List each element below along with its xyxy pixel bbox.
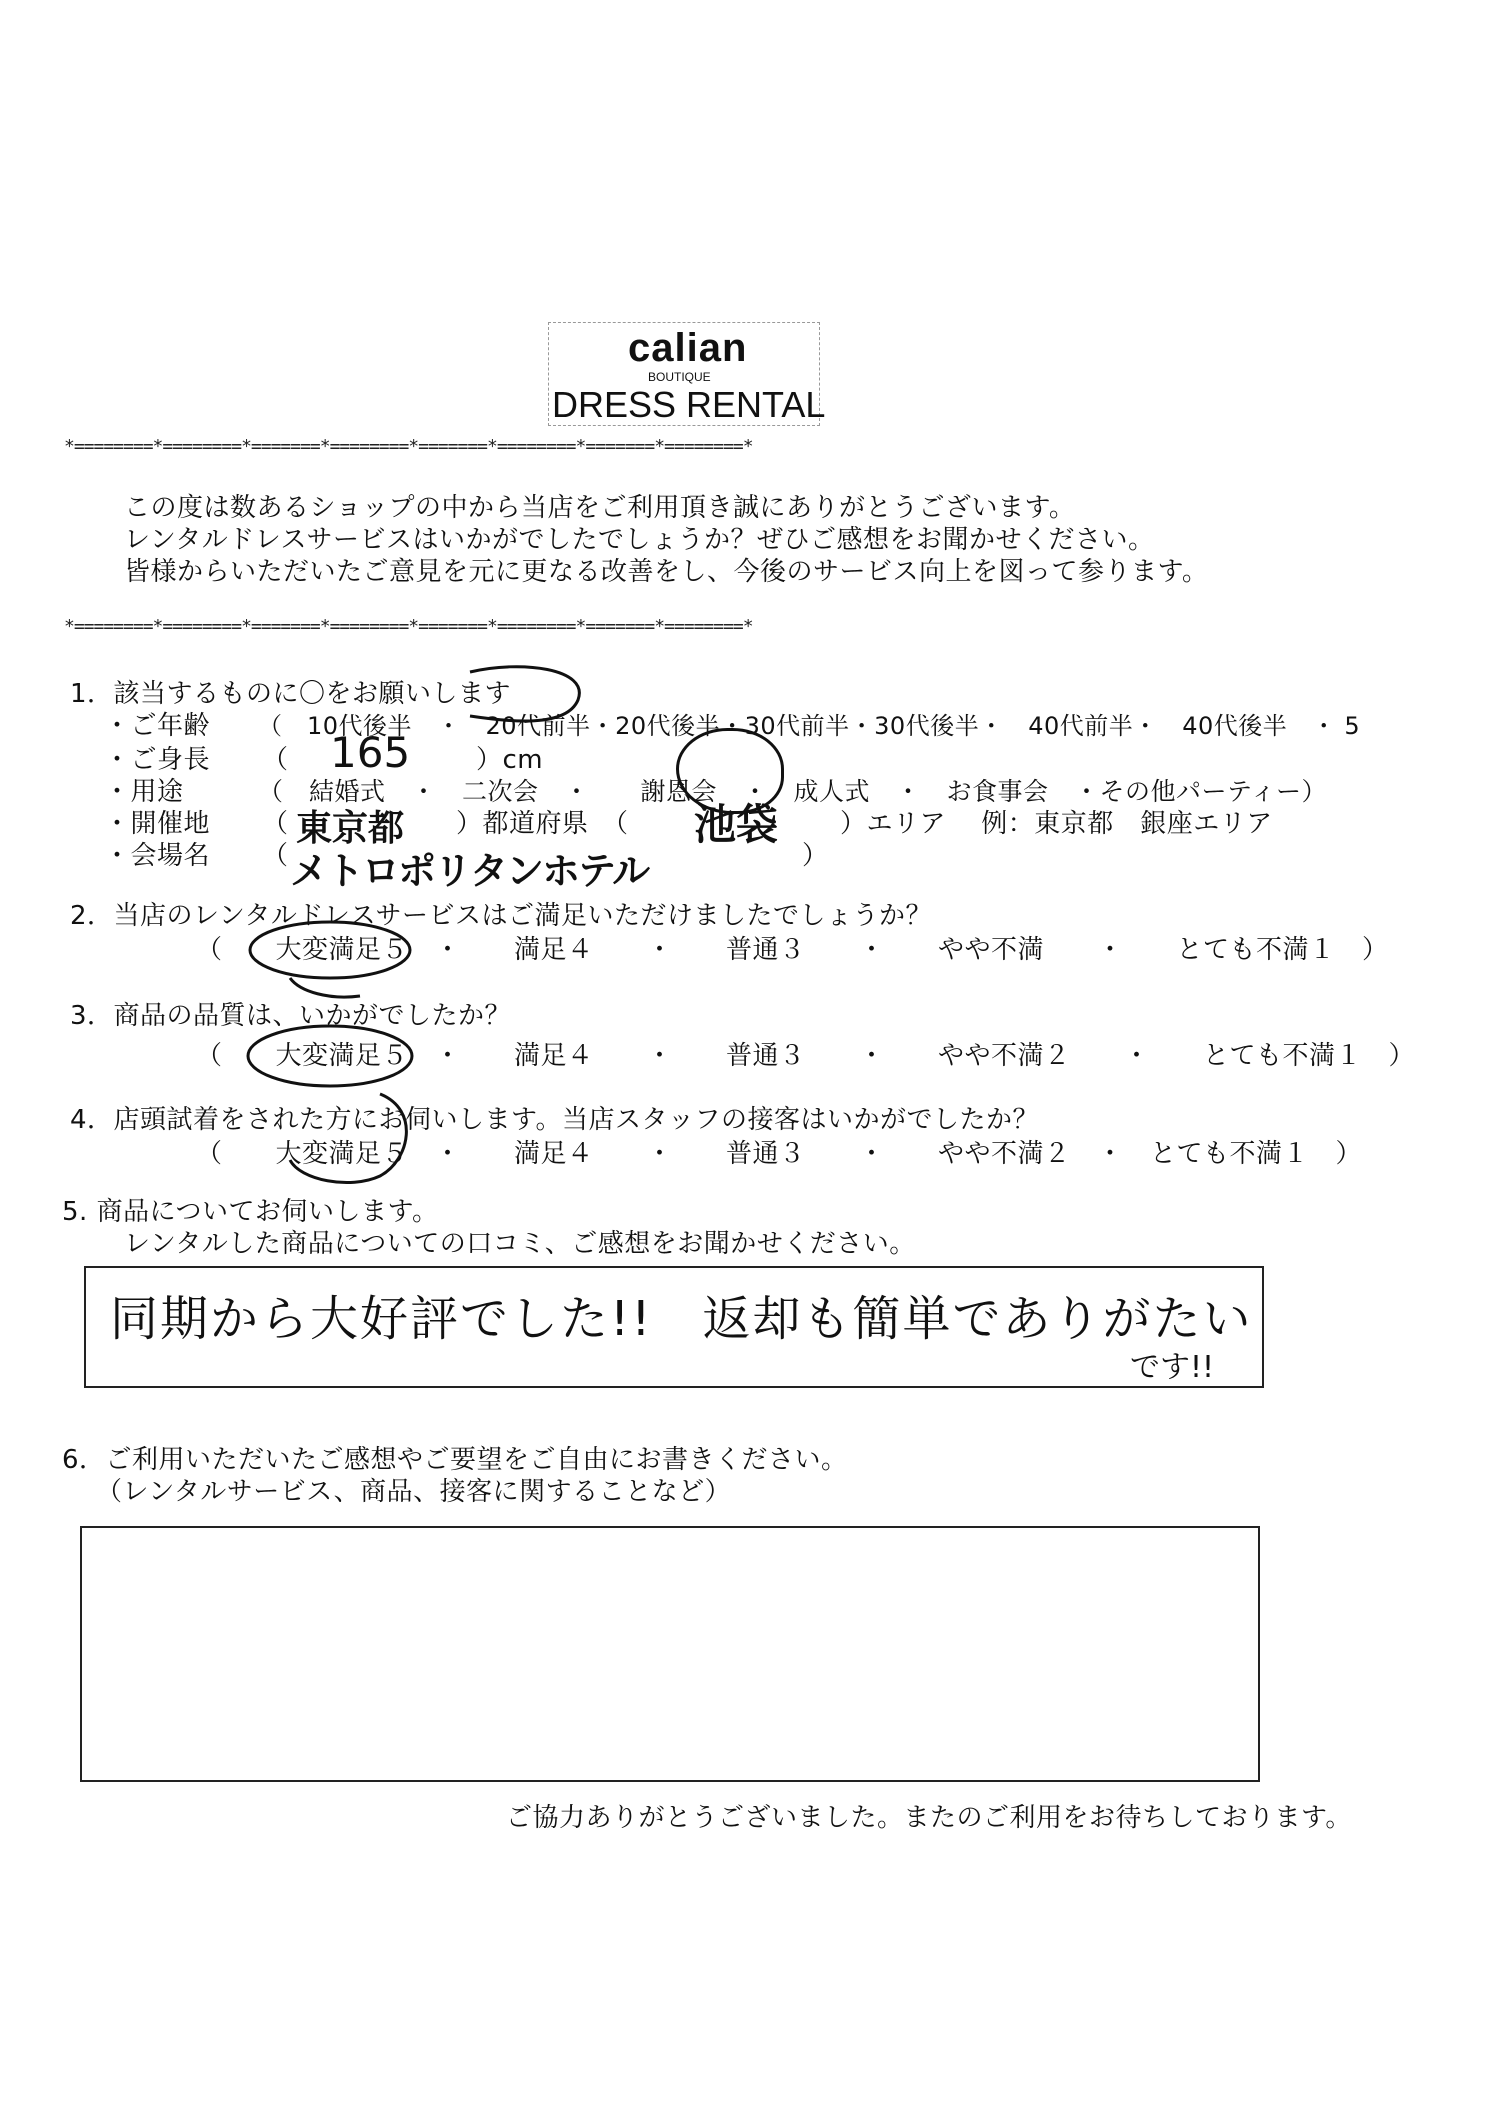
height-label: ・ご身長 [104, 745, 211, 775]
logo-name: DRESS RENTAL [552, 384, 826, 425]
place-mid: ）都道府県 （ [456, 809, 629, 839]
separator-top: *========*========*=======*========*=======*========*=======*========* [64, 436, 753, 457]
q5-answer-line1: 同期から大好評でした!! 返却も簡単でありがたい [110, 1291, 1253, 1347]
height-unit: ）cm [476, 745, 544, 775]
closing-text: ご協力ありがとうございました。またのご利用をお待ちしております。 [506, 1803, 1352, 1833]
place-end: ）エリア 例：東京都 銀座エリア [840, 809, 1273, 839]
q1-title: 1．該当するものに〇をお願いします [70, 679, 512, 709]
q6-answer-box [80, 1526, 1260, 1782]
place-area: 池袋 [694, 800, 779, 849]
q3-options: （ 大変満足５ ・ 満足４ ・ 普通３ ・ やや不満２ ・ とても不満１ ） [196, 1041, 1416, 1071]
venue-open: （ [262, 841, 289, 871]
intro-line-2: レンタルドレスサービスはいかがでしたでしょうか？ぜひご感想をお聞かせください。 [124, 525, 1155, 555]
place-pref: 東京都 [296, 808, 405, 849]
height-open: （ [262, 745, 289, 775]
q5-title: 5. 商品についてお伺いします。 [62, 1197, 439, 1227]
q3-circle [248, 1026, 412, 1086]
q5-answer-line2: です!! [1130, 1350, 1215, 1385]
q2-options: （ 大変満足５ ・ 満足４ ・ 普通３ ・ やや不満 ・ とても不満１ ） [196, 935, 1389, 965]
q6-title: 6．ご利用いただいたご感想やご要望をご自由にお書きください。 [62, 1445, 848, 1475]
logo-sub: BOUTIQUE [648, 370, 711, 384]
intro-line-3: 皆様からいただいたご意見を元に更なる改善をし、今後のサービス向上を図って参ります。 [124, 557, 1209, 587]
q3-title: 3．商品の品質は、いかがでしたか？ [70, 1001, 512, 1031]
venue-close: ） [802, 841, 829, 871]
logo-brand: calian [628, 326, 748, 370]
purpose-label: ・用途 [104, 777, 184, 807]
venue-value: メトロポリタンホテル [290, 849, 649, 893]
q4-options: （ 大変満足５ ・ 満足４ ・ 普通３ ・ やや不満２ ・ とても不満１ ） [196, 1139, 1363, 1169]
intro-line-1: この度は数あるショップの中から当店をご利用頂き誠にありがとうございます。 [124, 493, 1076, 523]
age-mark [470, 667, 579, 721]
age-label: ・ご年齢 [104, 711, 211, 741]
place-label: ・開催地 [104, 809, 211, 839]
q6-sub: （レンタルサービス、商品、接客に関することなど） [96, 1477, 732, 1507]
purpose-options: （ 結婚式 ・ 二次会 ・ 謝恩会 ・ 成人式 ・ お食事会 ・その他パーティー） [258, 777, 1328, 806]
q4-mark [290, 1094, 406, 1183]
q4-title: 4．店頭試着をされた方にお伺いします。当店スタッフの接客はいかがでしたか？ [70, 1105, 1039, 1135]
age-options: （ 10代後半 ・ 20代前半・20代後半・30代前半・30代後半・ 40代前半・ 40代後半 ・ 5 [258, 712, 1361, 740]
height-value: 165 [330, 728, 411, 777]
venue-label: ・会場名 [104, 841, 211, 871]
q2-circle [250, 922, 410, 978]
q2-title: 2．当店のレンタルドレスサービスはご満足いただけましたでしょうか？ [70, 901, 933, 931]
q5-sub: レンタルした商品についての口コミ、ご感想をお聞かせください。 [124, 1229, 916, 1259]
separator-bottom: *========*========*=======*========*=======*========*=======*========* [64, 616, 753, 637]
place-open: （ [262, 809, 289, 839]
